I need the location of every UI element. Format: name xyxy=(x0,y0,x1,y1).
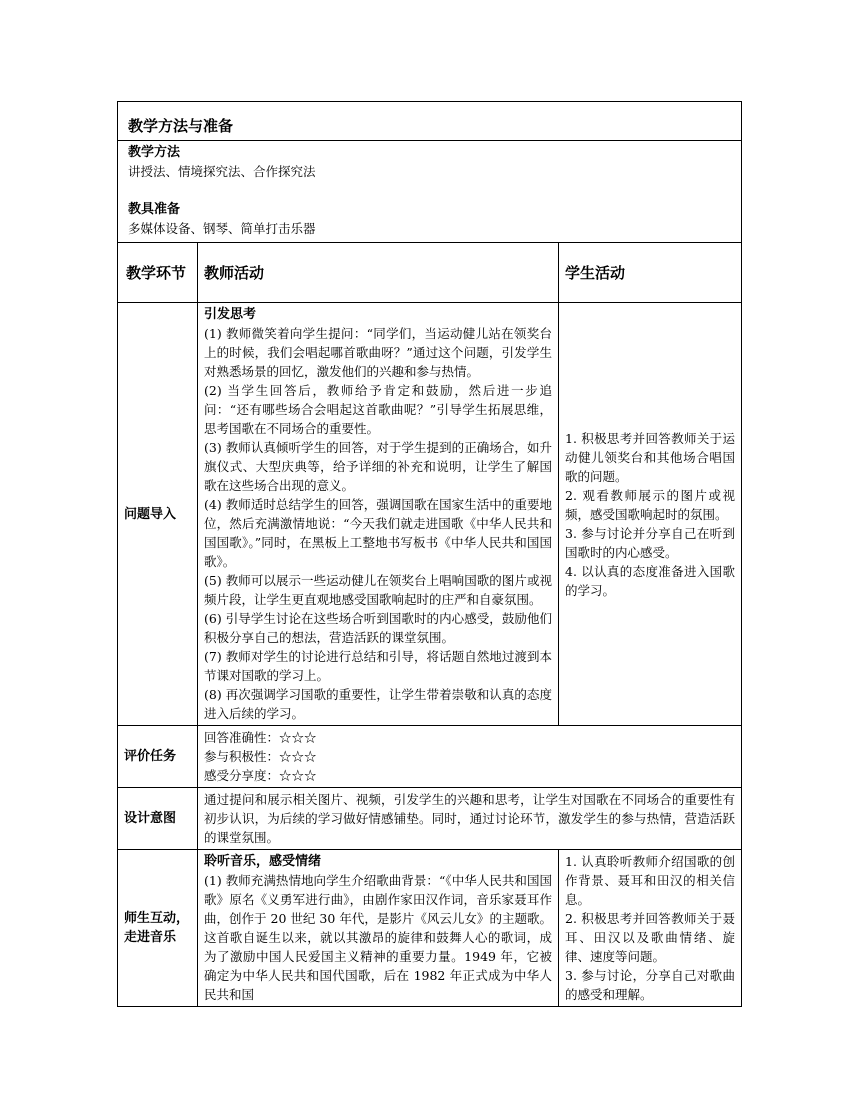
interaction-student-item: 1. 认真聆听教师介绍国歌的创作背景、聂耳和田汉的相关信息。 xyxy=(565,854,736,907)
evaluation-item: 回答准确性：☆☆☆ xyxy=(204,730,317,745)
methods-heading: 教学方法 xyxy=(128,145,181,160)
design-text: 通过提问和展示相关图片、视频，引发学生的兴趣和思考，让学生对国歌在不同场合的重要性有初步认识，为后续的学习做好情感铺垫。同时，通过讨论环节，激发学生的参与热情，营造活跃的课堂氛围。 xyxy=(204,792,736,845)
intro-step: (8) 再次强调学习国歌的重要性，让学生带着崇敬和认真的态度进入后续的学习。 xyxy=(204,687,552,721)
intro-label: 问题导入 xyxy=(118,303,198,726)
column-header-teacher: 教师活动 xyxy=(198,243,559,303)
intro-step: (4) 教师适时总结学生的回答，强调国歌在国家生活中的重要地位，然后充满激情地说：“今天我们就走进国歌《中华人民共和国国歌》。”同时，在黑板上工整地书写板书《中华人民共和国国歌》。 xyxy=(204,497,552,569)
design-row xyxy=(118,788,742,850)
tools-heading: 教具准备 xyxy=(128,202,181,217)
intro-step: (7) 教师对学生的讨论进行总结和引导，将话题自然地过渡到本节课对国歌的学习上。 xyxy=(204,649,552,683)
column-header-stage: 教学环节 xyxy=(118,243,198,303)
evaluation-row xyxy=(118,726,742,788)
intro-student-item: 4. 以认真的态度准备进入国歌的学习。 xyxy=(565,563,736,598)
tools-text: 多媒体设备、钢琴、简单打击乐器 xyxy=(128,221,316,236)
section-title-row xyxy=(118,102,742,141)
intro-step: (2) 当学生回答后，教师给予肯定和鼓励，然后进一步追问：“还有哪些场合会唱起这首歌曲呢？”引导学生拓展思维，思考国歌在不同场合的重要性。 xyxy=(204,383,552,436)
interaction-subtitle: 聆听音乐，感受情绪 xyxy=(204,854,322,869)
intro-step: (3) 教师认真倾听学生的回答，对于学生提到的正确场合，如升旗仪式、大型庆典等，给予详细的补充和说明，让学生了解国歌在这些场合出现的意义。 xyxy=(204,440,552,493)
methods-row xyxy=(118,141,742,243)
intro-row xyxy=(118,303,742,726)
interaction-student-item: 2. 积极思考并回答教师关于聂耳、田汉以及歌曲情绪、旋律、速度等问题。 xyxy=(565,911,736,964)
intro-student-item: 1. 积极思考并回答教师关于运动健儿领奖台和其他场合唱国歌的问题。 xyxy=(565,430,736,484)
evaluation-label: 评价任务 xyxy=(118,726,198,788)
intro-subtitle: 引发思考 xyxy=(204,307,257,322)
interaction-label: 师生互动，走进音乐 xyxy=(118,850,198,1007)
intro-step: (6) 引导学生讨论在这些场合听到国歌时的内心感受，鼓励他们积极分享自己的想法，营造活跃的课堂氛围。 xyxy=(204,611,552,645)
intro-student-item: 2. 观看教师展示的图片或视频，感受国歌响起时的氛围。 xyxy=(565,487,736,522)
interaction-step: (1) 教师充满热情地向学生介绍歌曲背景：“《中华人民共和国国歌》原名《义勇军进行曲》，由剧作家田汉作词，音乐家聂耳作曲，创作于 20 世纪 30 年代，是影片《风云儿女》的主题歌。这首歌自诞生以来，就以其激昂的旋律和鼓舞人心的歌词，成为了激励中国人民爱国主义精神的重要力量。1949 年，它被确定为中华人民共和国代国歌，后在 1982 年正式成为中华人民共和国 xyxy=(204,873,552,1002)
interaction-student-item: 3. 参与讨论，分享自己对歌曲的感受和理解。 xyxy=(565,968,736,1002)
intro-step: (1) 教师微笑着向学生提问：“同学们，当运动健儿站在领奖台上的时候，我们会唱起哪首歌曲呀？”通过这个问题，引发学生对熟悉场景的回忆，激发他们的兴趣和参与热情。 xyxy=(204,326,552,379)
intro-student-item: 3. 参与讨论并分享自己在听到国歌时的内心感受。 xyxy=(565,525,736,560)
evaluation-item: 参与积极性：☆☆☆ xyxy=(204,749,317,764)
lesson-plan-page xyxy=(117,101,741,1007)
evaluation-item: 感受分享度：☆☆☆ xyxy=(204,768,317,783)
column-header-row xyxy=(118,243,742,303)
column-header-student: 学生活动 xyxy=(559,243,742,303)
section-title: 教学方法与准备 xyxy=(118,102,742,141)
interaction-row xyxy=(118,850,742,1007)
intro-step: (5) 教师可以展示一些运动健儿在领奖台上唱响国歌的图片或视频片段，让学生更直观地感受国歌响起时的庄严和自豪氛围。 xyxy=(204,573,552,607)
design-label: 设计意图 xyxy=(118,788,198,850)
methods-text: 讲授法、情境探究法、合作探究法 xyxy=(128,164,316,179)
lesson-plan-table xyxy=(117,101,742,1007)
